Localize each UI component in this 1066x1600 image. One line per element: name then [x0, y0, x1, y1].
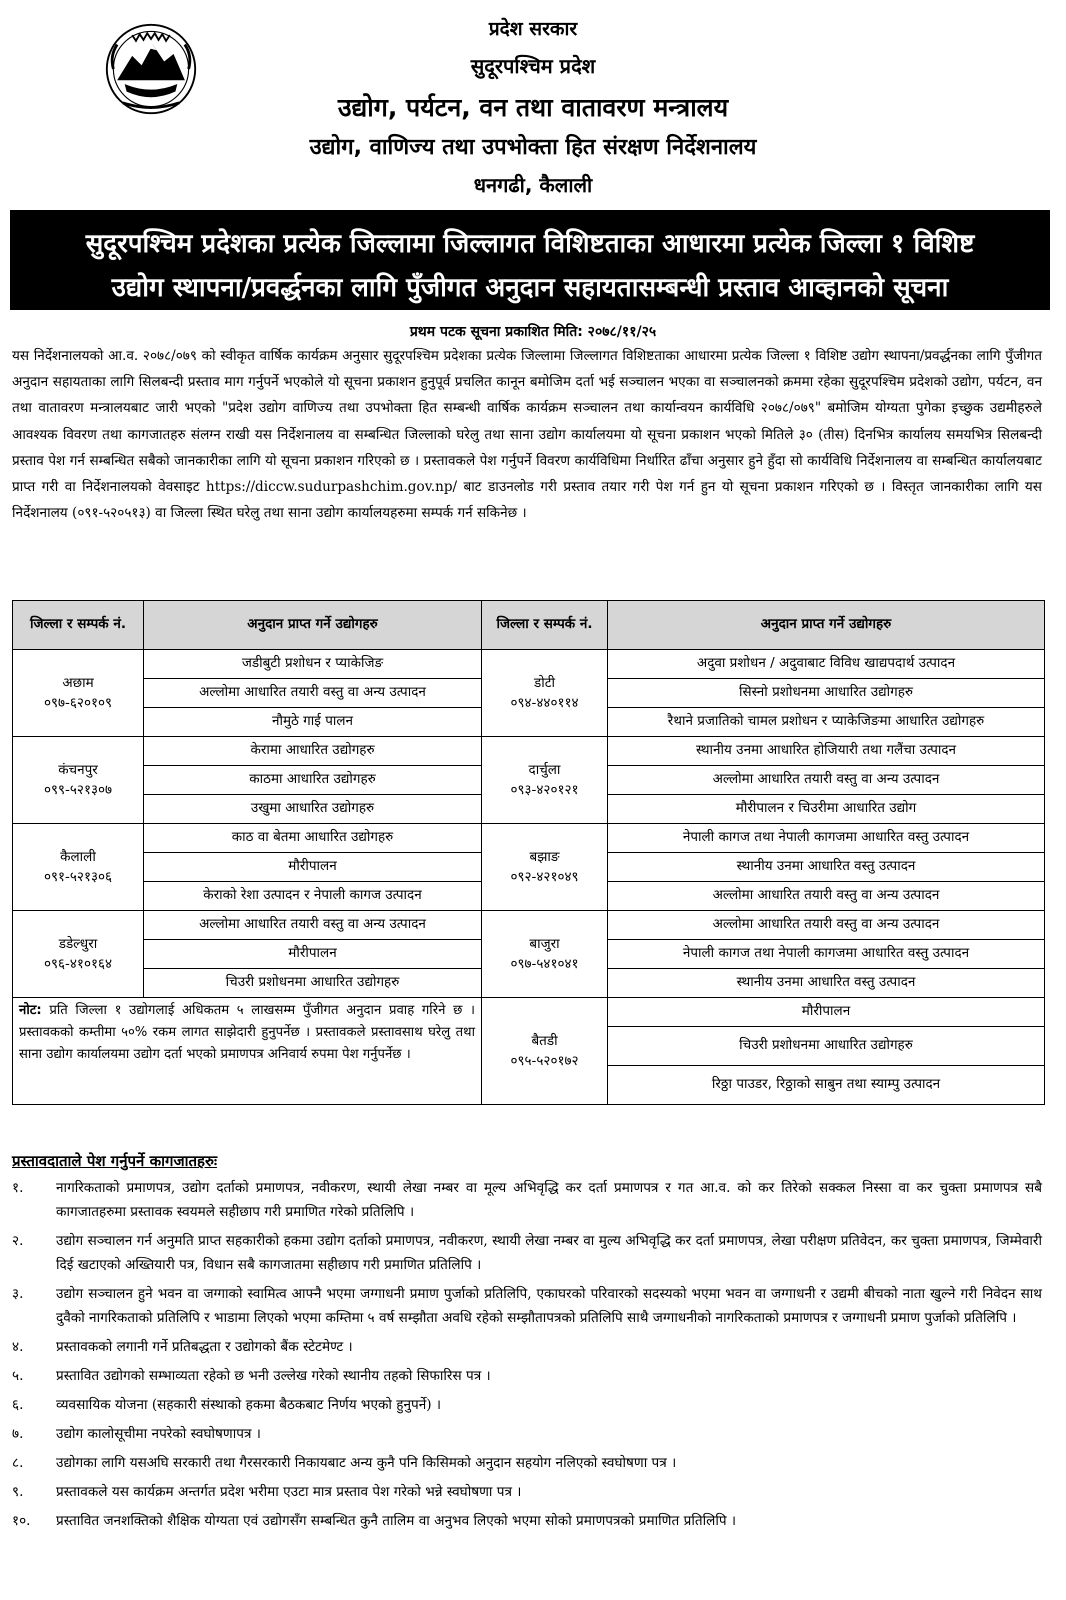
- header-province: सुदूरपश्चिम प्रदेश: [470, 54, 596, 78]
- industry-cell: मौरीपालन: [144, 853, 482, 882]
- table-row: [13, 737, 1045, 766]
- list-item: [12, 1176, 1042, 1224]
- district-phone: ०९९-५२१३०७: [43, 782, 113, 798]
- industry-cell: नौमुठे गाई पालन: [144, 708, 482, 737]
- district-cell: [13, 737, 144, 824]
- notice-title-line-1: सुदूरपश्चिम प्रदेशका प्रत्येक जिल्लामा जिल्लागत विशिष्टताका आधारमा प्रत्येक जिल्ला १ विशिष्ट: [85, 229, 975, 259]
- industry-cell: स्थानीय उनमा आधारित वस्तु उत्पादन: [608, 853, 1045, 882]
- list-item: [12, 1282, 1042, 1330]
- list-item-text: प्रस्तावित जनशक्तिको शैक्षिक योग्यता एवं उद्योगसँग सम्बन्धित कुनै तालिम वा अनुभव लिएको भएमा सोको प्रमाणपत्रको प्रमाणित प्रतिलिपि ।: [56, 1513, 737, 1529]
- industry-cell: मौरीपालन र चिउरीमा आधारित उद्योग: [608, 795, 1045, 824]
- list-item-number: ८.: [12, 1455, 24, 1471]
- list-item: [12, 1393, 1042, 1417]
- industry-cell: अल्लोमा आधारित तयारी वस्तु वा अन्य उत्पादन: [608, 911, 1045, 940]
- list-item: [12, 1364, 1042, 1388]
- table-row: [13, 824, 1045, 853]
- district-name: कैलाली: [60, 848, 96, 865]
- district-name: बाजुरा: [529, 935, 560, 952]
- district-cell: [482, 650, 608, 737]
- list-item: [12, 1509, 1042, 1533]
- district-cell: [13, 911, 144, 998]
- header-ministry: उद्योग, पर्यटन, वन तथा वातावरण मन्त्रालय: [337, 93, 729, 122]
- district-name: डडेल्धुरा: [58, 935, 98, 952]
- list-item: [12, 1422, 1042, 1446]
- district-phone: ०९३-४२०१२१: [510, 782, 579, 798]
- industry-cell: स्थानीय उनमा आधारित वस्तु उत्पादन: [608, 969, 1045, 998]
- header-location: धनगढी, कैलाली: [473, 173, 593, 197]
- industry-cell: नेपाली कागज तथा नेपाली कागजमा आधारित वस्तु उत्पादन: [608, 940, 1045, 969]
- industry-cell: रैथाने प्रजातिको चामल प्रशोधन र प्याकेजिङमा आधारित उद्योगहरु: [608, 708, 1045, 737]
- district-cell: [482, 911, 608, 998]
- industry-cell: अदुवा प्रशोधन / अदुवाबाट विविध खाद्यपदार्थ उत्पादन: [608, 650, 1045, 679]
- industry-cell: अल्लोमा आधारित तयारी वस्तु वा अन्य उत्पादन: [608, 882, 1045, 911]
- district-phone: ०९१-५२१३०६: [43, 869, 113, 885]
- district-industry-table: [12, 600, 1045, 1105]
- district-phone: ०९४-४४०११४: [510, 695, 579, 711]
- notice-title-banner: [10, 210, 1050, 310]
- list-item-text: उद्योग सञ्चालन हुने भवन वा जग्गाको स्वामित्व आफ्नै भएमा जग्गाधनी प्रमाण पुर्जाको प्रतिलिपि, एकाघरको परिवारको सदस्यको भएमा भवन वा जग्गाधनी र उद्यमी बीचको नाता खुल्ने गरी निवेदन साथ दुवैको नागरिकताको प्रतिलिपि र भाडामा लिएको भएमा कम्तिमा ५ वर्ष सम्झौता अवधि रहेको सम्झौतापत्रको प्रतिलिपि साथै जग्गाधनीको नागरिकताको प्रमाणपत्र र जग्गाधनी प्रमाण पुर्जाको प्रतिलिपि ।: [56, 1286, 1042, 1326]
- district-phone: ०९५-५२०१७२: [510, 1053, 579, 1069]
- list-item-text: उद्योग कालोसूचीमा नपरेको स्वघोषणापत्र ।: [56, 1426, 261, 1442]
- list-item: [12, 1451, 1042, 1475]
- notice-title-line-2: उद्योग स्थापना/प्रवर्द्धनका लागि पुँजीगत अनुदान सहायतासम्बन्धी प्रस्ताव आव्हानको सूचना: [111, 273, 949, 303]
- column-header-industries-left: अनुदान प्राप्त गर्ने उद्योगहरु: [144, 601, 482, 650]
- district-cell: [482, 824, 608, 911]
- industry-cell: रिठ्ठा पाउडर, रिठ्ठाको साबुन तथा स्याम्पु उत्पादन: [608, 1066, 1045, 1105]
- list-item-number: ३.: [12, 1286, 24, 1302]
- industry-cell: सिस्नो प्रशोधनमा आधारित उद्योगहरु: [608, 679, 1045, 708]
- list-item-text: प्रस्तावकको लगानी गर्ने प्रतिबद्धता र उद्योगको बैंक स्टेटमेण्ट ।: [56, 1339, 353, 1355]
- column-header-district-right: जिल्ला र सम्पर्क नं.: [482, 601, 608, 650]
- header-directorate: उद्योग, वाणिज्य तथा उपभोक्ता हित संरक्षण निर्देशनालय: [309, 135, 757, 160]
- industry-cell: नेपाली कागज तथा नेपाली कागजमा आधारित वस्तु उत्पादन: [608, 824, 1045, 853]
- industry-cell: अल्लोमा आधारित तयारी वस्तु वा अन्य उत्पादन: [608, 766, 1045, 795]
- district-name: बझाङ: [529, 848, 560, 865]
- documents-list: [12, 1176, 1042, 1538]
- district-name: अछाम: [62, 674, 94, 691]
- publish-date: प्रथम पटक सूचना प्रकाशित मिति: २०७८/११/२५: [409, 324, 657, 340]
- district-name: दार्चुला: [528, 761, 561, 778]
- district-cell: [482, 737, 608, 824]
- list-item: [12, 1229, 1042, 1277]
- industry-cell: काठमा आधारित उद्योगहरु: [144, 766, 482, 795]
- industry-cell: जडीबुटी प्रशोधन र प्याकेजिङ: [144, 650, 482, 679]
- note-label: नोट:: [19, 1003, 42, 1018]
- district-phone: ०९७-६२०१०९: [43, 695, 113, 711]
- list-item-text: उद्योगका लागि यसअघि सरकारी तथा गैरसरकारी निकायबाट अन्य कुनै पनि किसिमको अनुदान सहयोग नलिएको स्वघोषणा पत्र ।: [56, 1455, 677, 1471]
- industry-cell: अल्लोमा आधारित तयारी वस्तु वा अन्य उत्पादन: [144, 679, 482, 708]
- note-text: प्रति जिल्ला १ उद्योगलाई अधिकतम ५ लाखसम्म पुँजीगत अनुदान प्रवाह गरिने छ । प्रस्तावकको कम्तीमा ५०% रकम लागत साझेदारी हुनुपर्नेछ । प्रस्तावकले प्रस्तावसाथ घरेलु तथा साना उद्योग कार्यालयमा उद्योग दर्ता भएको प्रमाणपत्र अनिवार्य रुपमा पेश गर्नुपर्नेछ ।: [19, 1003, 475, 1062]
- industry-cell: अल्लोमा आधारित तयारी वस्तु वा अन्य उत्पादन: [144, 911, 482, 940]
- industry-cell: काठ वा बेतमा आधारित उद्योगहरु: [144, 824, 482, 853]
- list-item-number: १०.: [12, 1513, 31, 1529]
- list-item: [12, 1335, 1042, 1359]
- list-item-text: प्रस्तावित उद्योगको सम्भाव्यता रहेको छ भनी उल्लेख गरेको स्थानीय तहको सिफारिस पत्र ।: [56, 1368, 491, 1384]
- list-item-text: व्यवसायिक योजना (सहकारी संस्थाको हकमा बैठकबाट निर्णय भएको हुनुपर्ने) ।: [56, 1397, 442, 1413]
- table-row: [13, 998, 1045, 1027]
- industry-cell: मौरीपालन: [144, 940, 482, 969]
- header: [0, 0, 1066, 205]
- table-row: [13, 911, 1045, 940]
- list-item-number: ४.: [12, 1339, 24, 1355]
- district-name: डोटी: [533, 674, 556, 691]
- industry-cell: उखुमा आधारित उद्योगहरु: [144, 795, 482, 824]
- list-item-number: ९.: [12, 1484, 24, 1500]
- header-government: प्रदेश सरकार: [488, 18, 578, 40]
- list-item-number: ६.: [12, 1397, 24, 1413]
- industry-cell: मौरीपालन: [608, 998, 1045, 1027]
- district-phone: ०९७-५४१०४१: [510, 956, 579, 972]
- district-name: कंचनपुर: [58, 761, 98, 778]
- list-item-number: ७.: [12, 1426, 24, 1442]
- column-header-district-left: जिल्ला र सम्पर्क नं.: [13, 601, 144, 650]
- list-item-number: ५.: [12, 1368, 24, 1384]
- table-row: [13, 650, 1045, 679]
- industry-cell: चिउरी प्रशोधनमा आधारित उद्योगहरु: [608, 1027, 1045, 1066]
- industry-cell: चिउरी प्रशोधनमा आधारित उद्योगहरु: [144, 969, 482, 998]
- industry-cell: केरामा आधारित उद्योगहरु: [144, 737, 482, 766]
- list-item-number: १.: [12, 1180, 24, 1196]
- district-cell: [13, 824, 144, 911]
- list-item-text: नागरिकताको प्रमाणपत्र, उद्योग दर्ताको प्रमाणपत्र, नवीकरण, स्थायी लेखा नम्बर वा मूल्य अभिवृद्धि कर दर्ता प्रमाणपत्र र गत आ.व. को कर तिरेको सक्कल निस्सा वा कर चुक्ता प्रमाणपत्र सबै कागजातहरुमा प्रस्तावक स्वयमले सहीछाप गरी प्रमाणित गरेको प्रतिलिपि ।: [56, 1180, 1042, 1220]
- list-item-text: प्रस्तावकले यस कार्यक्रम अन्तर्गत प्रदेश भरीमा एउटा मात्र प्रस्ताव पेश गरेको भन्ने स्वघोषणा पत्र ।: [56, 1484, 522, 1500]
- note-cell: [13, 998, 482, 1105]
- district-name: बैतडी: [531, 1032, 558, 1049]
- industry-cell: केराको रेशा उत्पादन र नेपाली कागज उत्पादन: [144, 882, 482, 911]
- list-item-text: उद्योग सञ्चालन गर्न अनुमति प्राप्त सहकारीको हकमा उद्योग दर्ताको प्रमाणपत्र, नवीकरण, स्थायी लेखा नम्बर वा मुल्य अभिवृद्धि कर दर्ता प्रमाणपत्र, लेखा परीक्षण प्रतिवेदन, कर चुक्ता प्रमाणपत्र, जिम्मेवारी दिई खटाएको अख्तियारी पत्र, विधान सबै कागजातमा सहीछाप गरी प्रमाणित प्रतिलिपि ।: [56, 1233, 1042, 1273]
- column-header-industries-right: अनुदान प्राप्त गर्ने उद्योगहरु: [608, 601, 1045, 650]
- district-cell: [13, 650, 144, 737]
- list-item-number: २.: [12, 1233, 24, 1249]
- district-phone: ०९२-४२१०४९: [510, 869, 579, 885]
- list-item: [12, 1480, 1042, 1504]
- table-header-row: [13, 601, 1045, 650]
- notice-body-paragraph: यस निर्देशनालयको आ.व. २०७८/०७९ को स्वीकृत वार्षिक कार्यक्रम अनुसार सुदूरपश्चिम प्रदेशका प्रत्येक जिल्लामा जिल्लागत विशिष्टताका आधारमा प्रत्येक जिल्ला १ विशिष्ट उद्योग स्थापना/प्रवर्द्धनका लागि पुँजीगत अनुदान सहायताका लागि सिलबन्दी प्रस्ताव माग गर्नुपर्ने भएकोले यो सूचना प्रकाशन हुनुपूर्व प्रचलित कानून बमोजिम दर्ता भई सञ्चालन भएका वा सञ्चालनको क्रममा रहेका सुदूरपश्चिम प्रदेशको उद्योग, पर्यटन, वन तथा वातावरण मन्त्रालयबाट जारी भएको "प्रदेश उद्योग वाणिज्य तथा उपभोक्ता हित सम्बन्धी वार्षिक कार्यक्रम सञ्चालन तथा कार्यान्वयन कार्यविधि २०७८/०७९" बमोजिम योग्यता पुगेका इच्छुक उद्यमीहरुले आवश्यक विवरण तथा कागजातहरु संलग्न राखी यस निर्देशनालय वा सम्बन्धित जिल्लाको घरेलु तथा साना उद्योग कार्यालयमा यो सूचना प्रकाशन भएको मितिले ३० (तीस) दिनभित्र कार्यालय समयभित्र सिलबन्दी प्रस्ताव पेश गर्न सम्बन्धित सबैको जानकारीका लागि यो सूचना प्रकाशन गरिएको छ । प्रस्तावकले पेश गर्नुपर्ने विवरण कार्यविधिमा निर्धारित ढाँचा अनुसार हुने हुँदा सो कार्यविधि निर्देशनालय वा सम्बन्धित कार्यालयबाट प्राप्त गरी वा निर्देशनालयको वेवसाइट https://diccw.sudurpashchim.gov.np/ बाट डाउनलोड गरी प्रस्ताव तयार गरी पेश गर्न हुन यो सूचना प्रकाशन गरिएको छ । विस्तृत जानकारीका लागि यस निर्देशनालय (०९१-५२०५१३) वा जिल्ला स्थित घरेलु तथा साना उद्योग कार्यालयहरुमा सम्पर्क गर्न सकिनेछ ।: [12, 348, 1042, 522]
- industry-cell: स्थानीय उनमा आधारित होजियारी तथा गलैंचा उत्पादन: [608, 737, 1045, 766]
- district-phone: ०९६-४१०१६४: [43, 956, 113, 972]
- district-cell: [482, 998, 608, 1105]
- documents-section-title: प्रस्तावदाताले पेश गर्नुपर्ने कागजातहरुः: [12, 1152, 217, 1170]
